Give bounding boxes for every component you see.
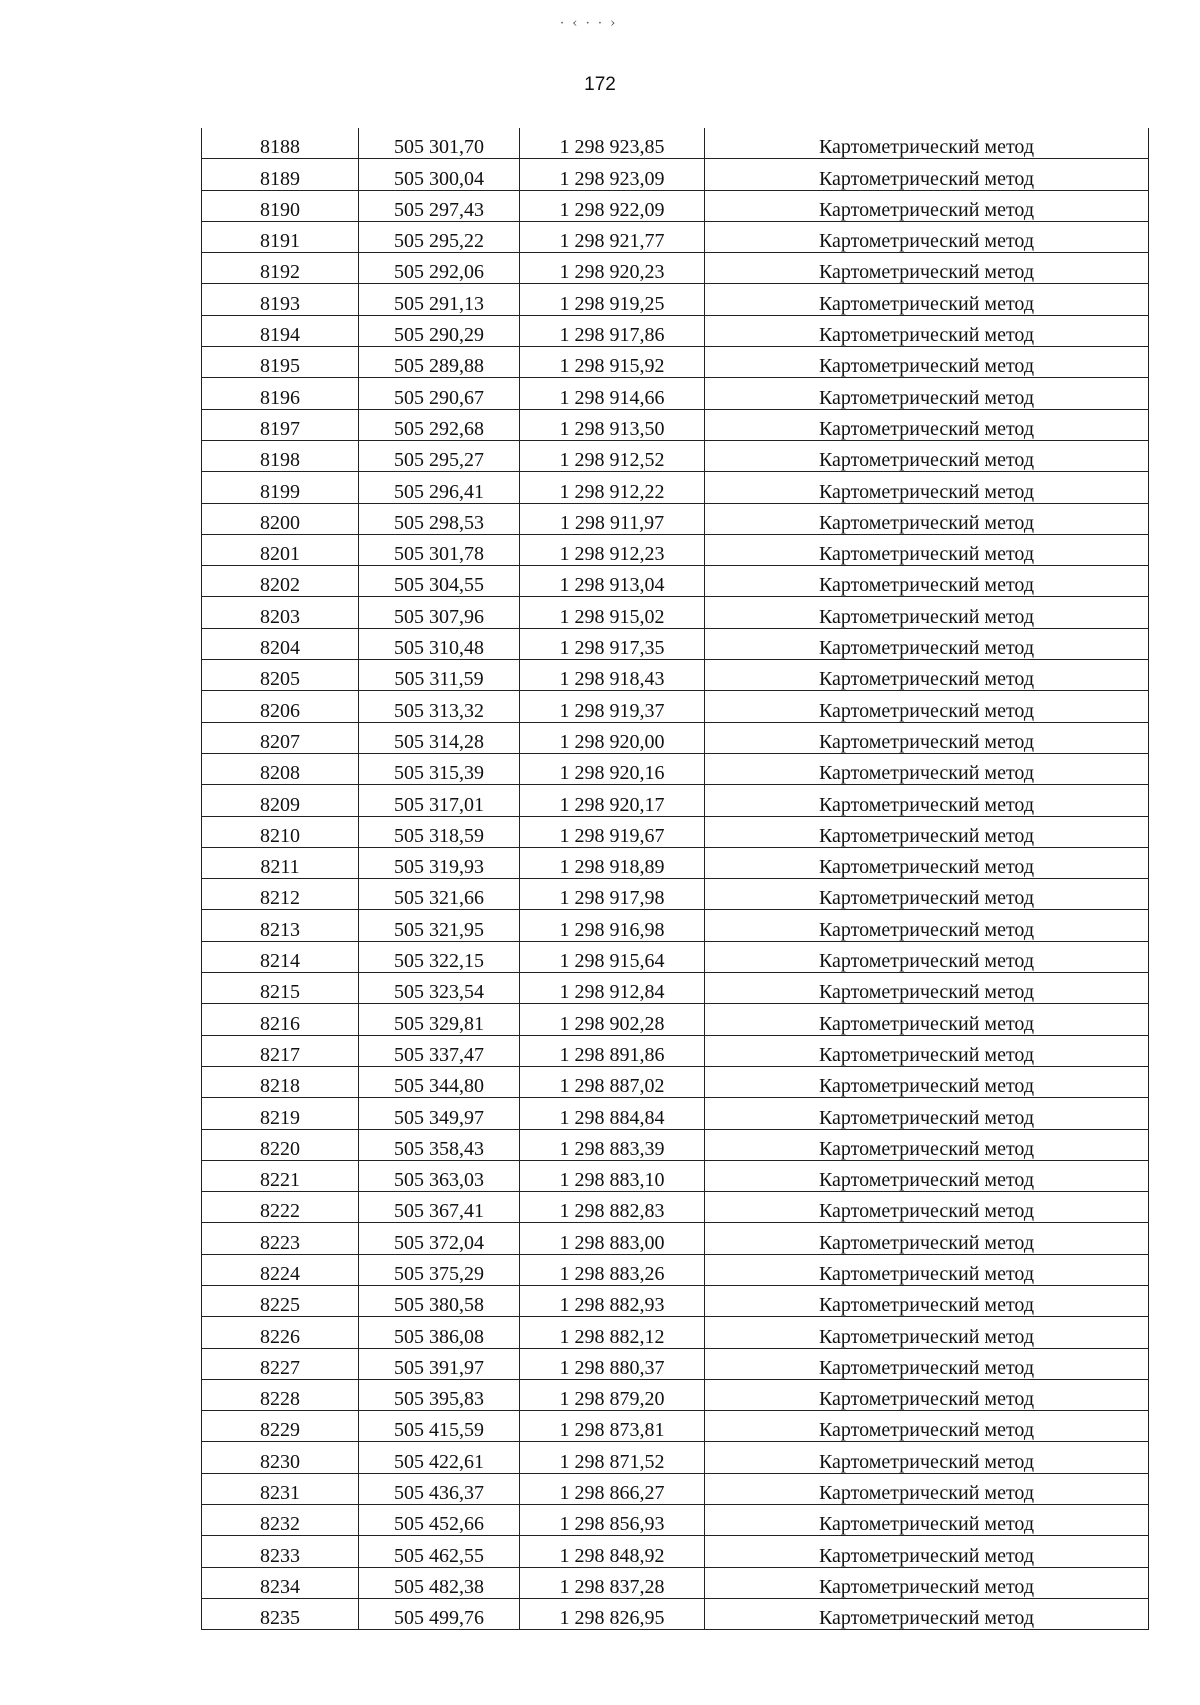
point-number-cell: 8200 [202,503,359,534]
x-coordinate-cell: 505 290,29 [359,315,520,346]
y-coordinate-cell: 1 298 871,52 [520,1442,705,1473]
x-coordinate-cell: 505 482,38 [359,1567,520,1598]
coordinates-table-body [202,128,1149,1630]
y-coordinate-cell: 1 298 891,86 [520,1035,705,1066]
table-row [202,1098,1149,1129]
method-cell: Картометрический метод [705,253,1149,284]
point-number-cell: 8234 [202,1567,359,1598]
x-coordinate-cell: 505 310,48 [359,628,520,659]
method-cell: Картометрический метод [705,1254,1149,1285]
point-number-cell: 8221 [202,1160,359,1191]
x-coordinate-cell: 505 462,55 [359,1536,520,1567]
x-coordinate-cell: 505 329,81 [359,1004,520,1035]
method-cell: Картометрический метод [705,1192,1149,1223]
method-cell: Картометрический метод [705,691,1149,722]
method-cell: Картометрический метод [705,1442,1149,1473]
y-coordinate-cell: 1 298 837,28 [520,1567,705,1598]
x-coordinate-cell: 505 380,58 [359,1285,520,1316]
point-number-cell: 8189 [202,159,359,190]
point-number-cell: 8191 [202,221,359,252]
point-number-cell: 8206 [202,691,359,722]
point-number-cell: 8224 [202,1254,359,1285]
x-coordinate-cell: 505 298,53 [359,503,520,534]
table-row [202,785,1149,816]
y-coordinate-cell: 1 298 879,20 [520,1379,705,1410]
x-coordinate-cell: 505 452,66 [359,1505,520,1536]
table-row [202,1317,1149,1348]
table-row [202,409,1149,440]
table-row [202,1192,1149,1223]
y-coordinate-cell: 1 298 916,98 [520,910,705,941]
method-cell: Картометрический метод [705,628,1149,659]
method-cell: Картометрический метод [705,1411,1149,1442]
method-cell: Картометрический метод [705,159,1149,190]
table-row [202,1285,1149,1316]
y-coordinate-cell: 1 298 922,09 [520,190,705,221]
point-number-cell: 8232 [202,1505,359,1536]
method-cell: Картометрический метод [705,941,1149,972]
x-coordinate-cell: 505 323,54 [359,973,520,1004]
x-coordinate-cell: 505 295,27 [359,440,520,471]
x-coordinate-cell: 505 358,43 [359,1129,520,1160]
y-coordinate-cell: 1 298 923,85 [520,128,705,159]
point-number-cell: 8228 [202,1379,359,1410]
x-coordinate-cell: 505 297,43 [359,190,520,221]
table-row [202,1598,1149,1629]
method-cell: Картометрический метод [705,1536,1149,1567]
y-coordinate-cell: 1 298 915,64 [520,941,705,972]
y-coordinate-cell: 1 298 917,35 [520,628,705,659]
table-row [202,973,1149,1004]
y-coordinate-cell: 1 298 918,89 [520,847,705,878]
y-coordinate-cell: 1 298 917,98 [520,879,705,910]
point-number-cell: 8193 [202,284,359,315]
table-row [202,691,1149,722]
point-number-cell: 8203 [202,597,359,628]
x-coordinate-cell: 505 291,13 [359,284,520,315]
x-coordinate-cell: 505 319,93 [359,847,520,878]
table-row [202,440,1149,471]
x-coordinate-cell: 505 436,37 [359,1473,520,1504]
table-row [202,597,1149,628]
method-cell: Картометрический метод [705,534,1149,565]
x-coordinate-cell: 505 315,39 [359,753,520,784]
y-coordinate-cell: 1 298 866,27 [520,1473,705,1504]
x-coordinate-cell: 505 318,59 [359,816,520,847]
x-coordinate-cell: 505 322,15 [359,941,520,972]
method-cell: Картометрический метод [705,440,1149,471]
x-coordinate-cell: 505 422,61 [359,1442,520,1473]
point-number-cell: 8205 [202,660,359,691]
x-coordinate-cell: 505 301,78 [359,534,520,565]
method-cell: Картометрический метод [705,1160,1149,1191]
method-cell: Картометрический метод [705,315,1149,346]
point-number-cell: 8223 [202,1223,359,1254]
table-row [202,378,1149,409]
point-number-cell: 8199 [202,472,359,503]
x-coordinate-cell: 505 295,22 [359,221,520,252]
y-coordinate-cell: 1 298 856,93 [520,1505,705,1536]
coordinates-table [201,128,1149,1630]
method-cell: Картометрический метод [705,1098,1149,1129]
x-coordinate-cell: 505 499,76 [359,1598,520,1629]
point-number-cell: 8204 [202,628,359,659]
method-cell: Картометрический метод [705,1348,1149,1379]
table-row [202,910,1149,941]
table-row [202,753,1149,784]
point-number-cell: 8192 [202,253,359,284]
method-cell: Картометрический метод [705,472,1149,503]
y-coordinate-cell: 1 298 920,16 [520,753,705,784]
point-number-cell: 8197 [202,409,359,440]
point-number-cell: 8208 [202,753,359,784]
point-number-cell: 8233 [202,1536,359,1567]
x-coordinate-cell: 505 289,88 [359,347,520,378]
y-coordinate-cell: 1 298 912,52 [520,440,705,471]
method-cell: Картометрический метод [705,221,1149,252]
method-cell: Картометрический метод [705,1473,1149,1504]
method-cell: Картометрический метод [705,1567,1149,1598]
method-cell: Картометрический метод [705,785,1149,816]
point-number-cell: 8229 [202,1411,359,1442]
y-coordinate-cell: 1 298 917,86 [520,315,705,346]
x-coordinate-cell: 505 301,70 [359,128,520,159]
point-number-cell: 8194 [202,315,359,346]
y-coordinate-cell: 1 298 913,50 [520,409,705,440]
method-cell: Картометрический метод [705,597,1149,628]
table-row [202,221,1149,252]
table-row [202,128,1149,159]
table-row [202,1505,1149,1536]
point-number-cell: 8196 [202,378,359,409]
point-number-cell: 8202 [202,566,359,597]
y-coordinate-cell: 1 298 883,10 [520,1160,705,1191]
table-row [202,1254,1149,1285]
y-coordinate-cell: 1 298 919,67 [520,816,705,847]
y-coordinate-cell: 1 298 913,04 [520,566,705,597]
x-coordinate-cell: 505 304,55 [359,566,520,597]
table-row [202,1066,1149,1097]
method-cell: Картометрический метод [705,378,1149,409]
y-coordinate-cell: 1 298 873,81 [520,1411,705,1442]
method-cell: Картометрический метод [705,1066,1149,1097]
table-row [202,1223,1149,1254]
x-coordinate-cell: 505 367,41 [359,1192,520,1223]
method-cell: Картометрический метод [705,910,1149,941]
x-coordinate-cell: 505 292,68 [359,409,520,440]
x-coordinate-cell: 505 296,41 [359,472,520,503]
table-row [202,1160,1149,1191]
x-coordinate-cell: 505 321,95 [359,910,520,941]
x-coordinate-cell: 505 386,08 [359,1317,520,1348]
x-coordinate-cell: 505 391,97 [359,1348,520,1379]
y-coordinate-cell: 1 298 883,00 [520,1223,705,1254]
table-row [202,1473,1149,1504]
y-coordinate-cell: 1 298 915,92 [520,347,705,378]
page-number: 172 [584,74,616,95]
table-row [202,190,1149,221]
point-number-cell: 8219 [202,1098,359,1129]
y-coordinate-cell: 1 298 882,83 [520,1192,705,1223]
y-coordinate-cell: 1 298 923,09 [520,159,705,190]
point-number-cell: 8207 [202,722,359,753]
point-number-cell: 8230 [202,1442,359,1473]
table-row [202,816,1149,847]
point-number-cell: 8210 [202,816,359,847]
method-cell: Картометрический метод [705,1598,1149,1629]
point-number-cell: 8217 [202,1035,359,1066]
table-row [202,847,1149,878]
point-number-cell: 8212 [202,879,359,910]
x-coordinate-cell: 505 290,67 [359,378,520,409]
point-number-cell: 8216 [202,1004,359,1035]
table-row [202,566,1149,597]
method-cell: Картометрический метод [705,190,1149,221]
x-coordinate-cell: 505 307,96 [359,597,520,628]
method-cell: Картометрический метод [705,1285,1149,1316]
y-coordinate-cell: 1 298 884,84 [520,1098,705,1129]
scan-artifact-mark: · ‹ · · › [560,16,618,31]
y-coordinate-cell: 1 298 902,28 [520,1004,705,1035]
x-coordinate-cell: 505 395,83 [359,1379,520,1410]
method-cell: Картометрический метод [705,1035,1149,1066]
y-coordinate-cell: 1 298 912,84 [520,973,705,1004]
table-row [202,660,1149,691]
method-cell: Картометрический метод [705,973,1149,1004]
y-coordinate-cell: 1 298 915,02 [520,597,705,628]
y-coordinate-cell: 1 298 911,97 [520,503,705,534]
point-number-cell: 8222 [202,1192,359,1223]
point-number-cell: 8198 [202,440,359,471]
x-coordinate-cell: 505 292,06 [359,253,520,284]
y-coordinate-cell: 1 298 912,22 [520,472,705,503]
method-cell: Картометрический метод [705,347,1149,378]
point-number-cell: 8213 [202,910,359,941]
point-number-cell: 8214 [202,941,359,972]
point-number-cell: 8218 [202,1066,359,1097]
point-number-cell: 8226 [202,1317,359,1348]
point-number-cell: 8235 [202,1598,359,1629]
y-coordinate-cell: 1 298 848,92 [520,1536,705,1567]
table-row [202,1567,1149,1598]
table-row [202,503,1149,534]
x-coordinate-cell: 505 317,01 [359,785,520,816]
method-cell: Картометрический метод [705,128,1149,159]
point-number-cell: 8190 [202,190,359,221]
method-cell: Картометрический метод [705,1379,1149,1410]
x-coordinate-cell: 505 363,03 [359,1160,520,1191]
y-coordinate-cell: 1 298 918,43 [520,660,705,691]
table-row [202,159,1149,190]
x-coordinate-cell: 505 313,32 [359,691,520,722]
table-row [202,1348,1149,1379]
x-coordinate-cell: 505 321,66 [359,879,520,910]
point-number-cell: 8209 [202,785,359,816]
table-row [202,1411,1149,1442]
method-cell: Картометрический метод [705,1505,1149,1536]
method-cell: Картометрический метод [705,816,1149,847]
y-coordinate-cell: 1 298 919,25 [520,284,705,315]
table-row [202,1442,1149,1473]
y-coordinate-cell: 1 298 920,17 [520,785,705,816]
y-coordinate-cell: 1 298 826,95 [520,1598,705,1629]
x-coordinate-cell: 505 300,04 [359,159,520,190]
method-cell: Картометрический метод [705,503,1149,534]
point-number-cell: 8215 [202,973,359,1004]
point-number-cell: 8211 [202,847,359,878]
point-number-cell: 8195 [202,347,359,378]
x-coordinate-cell: 505 349,97 [359,1098,520,1129]
method-cell: Картометрический метод [705,566,1149,597]
method-cell: Картометрический метод [705,660,1149,691]
y-coordinate-cell: 1 298 912,23 [520,534,705,565]
table-row [202,1004,1149,1035]
table-row [202,941,1149,972]
x-coordinate-cell: 505 337,47 [359,1035,520,1066]
method-cell: Картометрический метод [705,879,1149,910]
y-coordinate-cell: 1 298 882,93 [520,1285,705,1316]
method-cell: Картометрический метод [705,1004,1149,1035]
method-cell: Картометрический метод [705,753,1149,784]
table-row [202,472,1149,503]
method-cell: Картометрический метод [705,847,1149,878]
y-coordinate-cell: 1 298 883,26 [520,1254,705,1285]
table-row [202,1129,1149,1160]
y-coordinate-cell: 1 298 920,23 [520,253,705,284]
table-row [202,1379,1149,1410]
table-row [202,284,1149,315]
y-coordinate-cell: 1 298 921,77 [520,221,705,252]
x-coordinate-cell: 505 311,59 [359,660,520,691]
point-number-cell: 8227 [202,1348,359,1379]
point-number-cell: 8225 [202,1285,359,1316]
y-coordinate-cell: 1 298 920,00 [520,722,705,753]
table-row [202,1536,1149,1567]
point-number-cell: 8201 [202,534,359,565]
method-cell: Картометрический метод [705,1223,1149,1254]
x-coordinate-cell: 505 344,80 [359,1066,520,1097]
y-coordinate-cell: 1 298 887,02 [520,1066,705,1097]
y-coordinate-cell: 1 298 882,12 [520,1317,705,1348]
table-row [202,628,1149,659]
point-number-cell: 8231 [202,1473,359,1504]
x-coordinate-cell: 505 372,04 [359,1223,520,1254]
x-coordinate-cell: 505 375,29 [359,1254,520,1285]
point-number-cell: 8188 [202,128,359,159]
table-row [202,347,1149,378]
y-coordinate-cell: 1 298 914,66 [520,378,705,409]
table-row [202,722,1149,753]
y-coordinate-cell: 1 298 880,37 [520,1348,705,1379]
table-row [202,253,1149,284]
method-cell: Картометрический метод [705,409,1149,440]
y-coordinate-cell: 1 298 883,39 [520,1129,705,1160]
method-cell: Картометрический метод [705,284,1149,315]
table-row [202,315,1149,346]
x-coordinate-cell: 505 415,59 [359,1411,520,1442]
method-cell: Картометрический метод [705,1129,1149,1160]
y-coordinate-cell: 1 298 919,37 [520,691,705,722]
x-coordinate-cell: 505 314,28 [359,722,520,753]
method-cell: Картометрический метод [705,1317,1149,1348]
table-row [202,879,1149,910]
table-row [202,534,1149,565]
method-cell: Картометрический метод [705,722,1149,753]
table-row [202,1035,1149,1066]
point-number-cell: 8220 [202,1129,359,1160]
